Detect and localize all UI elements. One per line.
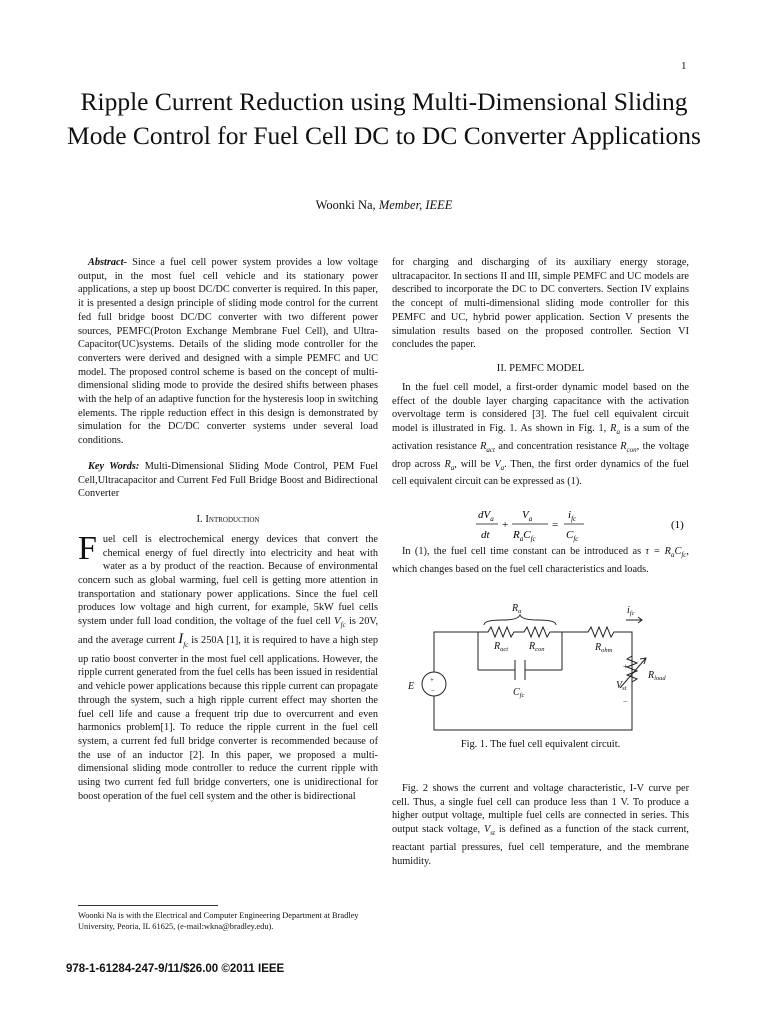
keywords-label: Key Words: — [88, 460, 140, 472]
equation-number: (1) — [671, 519, 684, 531]
label-Vst: $V_{st}$ — [616, 680, 627, 692]
drop-cap: F — [78, 529, 97, 567]
source-plus: + — [430, 676, 434, 684]
author-name: Woonki Na, — [315, 198, 376, 212]
intro-heading — [78, 513, 378, 527]
vst-minus: − — [623, 697, 628, 706]
footnote-rule — [78, 905, 218, 906]
right-column-top — [392, 256, 689, 489]
label-Ract: $R_{act}$ — [494, 641, 509, 653]
isbn-line: 978-1-61284-247-9/11/$26.00 ©2011 IEEE — [66, 963, 285, 975]
eq-cfc: $C_{fc}$ — [566, 529, 579, 543]
paper-title: Ripple Current Reduction using Multi-Dimensional Sliding Mode Control for Fuel Cell DC to DC Converter Applications — [67, 87, 701, 150]
eq-dt: dt — [481, 529, 490, 541]
eq-dva: $dV_a$ — [478, 509, 494, 523]
vst-plus: + — [623, 662, 628, 671]
time-constant-paragraph: In (1), the fuel cell time constant can be introduced as $\tau = R_aC_{fc}$, which changes based on the fuel cell characteristics and loads. — [392, 546, 689, 575]
eq-racfc: $R_aC_{fc}$ — [513, 529, 536, 543]
intro-paragraph — [78, 529, 379, 804]
pemfc-heading: II. PEMFC MODEL — [496, 362, 585, 374]
source-minus: − — [431, 687, 435, 695]
pemfc-paragraph: In the fuel cell model, a first-order dynamic model based on the effect of the double layer charging capacitance with the activation overvoltage term is considered [3]. The fuel cell equivalent circuit model is illustrated in Fig. 1. As shown in Fig. 1, $R_a$ is a sum of the activation resistance $R_{act}$ and concentration resistance $R_{con}$, the voltage drop across $R_a$, will be $V_a$. Then, the first order dynamics of the fuel cell equivalent circuit can be expressed as (1). — [392, 381, 690, 488]
keywords — [78, 460, 378, 501]
eq-ifc: $i_{fc}$ — [568, 509, 577, 523]
fuel-cell-circuit-diagram — [392, 598, 689, 738]
eq-va: $V_a$ — [522, 509, 533, 523]
intro-text-2: is 20V, and the average current — [78, 616, 379, 647]
label-ifc: $i_{fc}$ — [627, 605, 635, 617]
eq-plus: + — [502, 519, 509, 531]
iv-paragraph: Fig. 2 shows the current and voltage characteristic, I-V curve per cell. Thus, a single fuel cell can produce less than 1 V. To produce a higher output voltage, multiple fuel cells are connected in series. This output stack voltage, $V_{st}$ is defined as a function of the stack current, reactant partial pressures, fuel cell temperature, and the membrane humidity. — [392, 783, 689, 867]
figure-1-caption: Fig. 1. The fuel cell equivalent circuit. — [460, 739, 621, 750]
label-Rohm: $R_{ohm}$ — [595, 642, 613, 654]
intro-continuation: for charging and discharging of its auxiliary energy storage, ultracapacitor. In sections II and III, simple PEMFC and UC models are described to incorporate the DC to DC converters. Section IV explains the concept of multi-dimensional sliding mode controller for this PEMFC and UC, hybrid power application. Section V presents the simulation results based on the proposed controller. Section VI concludes the paper. — [392, 257, 689, 351]
author-affiliation: Member, IEEE — [378, 198, 453, 212]
i-fc-symbol: $I_{fc}$ — [178, 631, 189, 650]
intro-heading-num: I. — [196, 513, 203, 525]
intro-heading-text: Introduction — [205, 513, 260, 525]
equation-1 — [392, 505, 689, 545]
abstract — [78, 256, 378, 448]
label-E: E — [408, 681, 415, 692]
footnote: Woonki Na is with the Electrical and Computer Engineering Department at Bradley University, Peoria, IL 61625, (e-mail:wkna@bradley.edu). — [78, 911, 359, 931]
page-number: 1 — [681, 60, 687, 72]
left-column — [78, 256, 378, 804]
abstract-label: Abstract- — [88, 257, 127, 268]
author-line — [60, 198, 708, 213]
label-Rcon: $R_{con}$ — [529, 641, 545, 653]
intro-text-3: is 250A [1], it is required to have a high step up ratio boost converter in the most fuel cell applications. However, the ripple current generated from the fuel cells has been issued in residential and vehicle power applications because this ripple current can propagate through the system, such a high ripple current effect may shorten the fuel cell life and cause a frequent trip due to overcurrent and even harmonics problem[1]. To reduce the ripple current in the fuel cell system, a current fed full bridge converter is recommended because of the use of an inductor [2]. In this paper, we proposed a multi-dimensional sliding mode controller to reduce the current ripple with using two current fed full bridge converters, one is unidirectional for boost operation of the fuel cell system and the other is bidirectional — [78, 635, 378, 802]
label-Cfc: $C_{fc}$ — [513, 687, 525, 699]
label-Ra: $R_a$ — [512, 603, 522, 615]
eq-equals: = — [552, 519, 559, 531]
v-fc-symbol: $V_{fc}$ — [333, 615, 346, 630]
keywords-text: Multi-Dimensional Sliding Mode Control, PEM Fuel Cell,Ultracapacitor and Current Fed Full Bridge Boost and Bidirectional Converter — [78, 460, 378, 500]
intro-text-1: uel cell is electrochemical energy devices that convert the chemical energy of fuel directly into electricity and heat with water as a by product of the reaction. Because of environmental concern such as global warming, fuel cell is getting more attention in transportation and stationary power applications. Since the fuel cell produces low voltage and high current, for example, 5kW fuel cells system under full load condition, the voltage of the fuel cell — [78, 533, 378, 628]
abstract-text: Since a fuel cell power system provides a low voltage output, in the most fuel cell vehicle and its stationary power applications, a step up boost DC/DC converter is required. In this paper, it is presented a design principle of sliding mode control for the current fed full bridge boost DC/DC converter with two different power sources, PEMFC(Proton Exchange Membrane Fuel Cell), and Ultra-Capacitor(UC)systems. Details of the sliding mode controller for the converters were derived and designed with a simple PEMFC and UC model. The proposed control scheme is based on the concept of multi-dimensional sliding mode to provide the desired shifts between phases with the help of an adaptive function for the hysteresis loop in switching elements. The ripple reduction effect in this design is demonstrated by simulation for the DC/DC converter systems under several load conditions. — [78, 257, 378, 447]
label-Rload: $R_{load}$ — [648, 670, 666, 682]
